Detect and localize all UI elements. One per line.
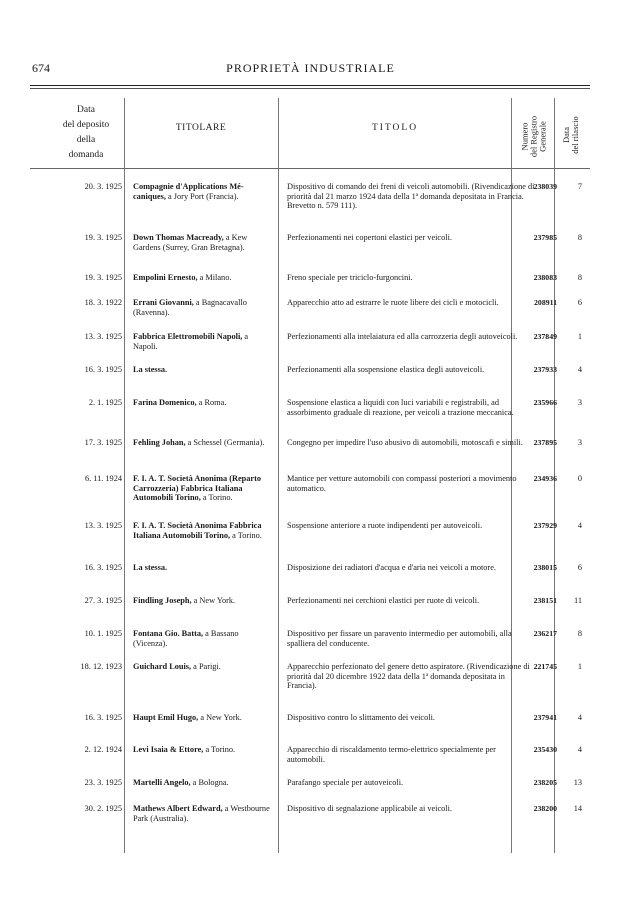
row-date: 23. 3. 1925 [84, 778, 122, 787]
row-register-number: 237941 [533, 713, 557, 722]
row-date: 20. 3. 1925 [84, 182, 122, 191]
row-holder-name: Compagnie d'Applications Mé-caniques, [133, 182, 244, 201]
row-title: Apparecchio perfezionato del genere detto aspiratore. (Rivendicazione di priorità dal 20 dicembre 1922 data della 1ª domanda depositata in Francia). [287, 662, 530, 691]
row-holder [133, 182, 273, 201]
row-release-day: 14 [573, 804, 582, 813]
row-date: 13. 3. 1925 [84, 332, 122, 341]
row-holder-name: Levi Isaia & Ettore, [133, 745, 204, 754]
row-holder-place: a Roma. [196, 398, 227, 407]
row-register-number: 237895 [533, 438, 557, 447]
row-holder-place: a Bagnacavallo (Ravenna). [133, 298, 247, 317]
row-register-number: 238200 [533, 804, 557, 813]
row-holder-place: a Bassano (Vicenza). [133, 629, 239, 648]
row-date: 13. 3. 1925 [84, 521, 122, 530]
row-release-day: 8 [577, 629, 582, 638]
row-title: Apparecchio di riscaldamento termo-elettrico specialmente per automobili. [287, 745, 496, 764]
row-holder-place: a Torino. [203, 745, 236, 754]
row-holder-name: F. I. A. T. Società Anonima (Reparto Carrozzeria) Fabbrica Italiana Automobili Torino, [133, 474, 261, 503]
row-date: 19. 3. 1925 [84, 273, 122, 282]
row-title: Dispositivo di segnalazione applicabile ai veicoli. [287, 804, 452, 813]
header-date-line: della [76, 135, 96, 145]
row-title: Mantice per vetture automobili con compassi posteriori a movimento automatico. [287, 474, 517, 493]
row-holder [133, 365, 273, 375]
row-register-number: 237929 [533, 521, 557, 530]
header-number-line: del Registro [528, 115, 539, 158]
row-release-day: 3 [577, 438, 582, 447]
row-register-number: 235966 [533, 398, 557, 407]
row-holder-place: a New York. [191, 596, 236, 605]
row-holder-place: a Bologna. [190, 778, 229, 787]
row-title: Sospensione anteriore a ruote indipendenti per autoveicoli. [287, 521, 483, 530]
col-divider [278, 98, 279, 853]
row-holder-name: Errani Giovanni, [133, 298, 194, 307]
row-register-number: 238151 [533, 596, 557, 605]
row-title: Perfezionamenti nei copertoni elastici per veicoli. [287, 233, 452, 242]
row-title: Disposizione dei radiatori d'acqua e d'aria nei veicoli a motore. [287, 563, 496, 572]
row-date: 17. 3. 1925 [84, 438, 122, 447]
row-holder-place: a Kew Gardens (Surrey, Gran Bretagna). [133, 233, 248, 252]
row-register-number: 238083 [533, 273, 557, 282]
row-release-day: 8 [577, 273, 582, 282]
row-holder-place: a Milano. [197, 273, 232, 282]
row-title: Freno speciale per triciclo-furgoncini. [287, 273, 413, 282]
row-holder [133, 474, 273, 503]
row-holder-place: a New York. [198, 713, 242, 722]
row-holder [133, 629, 273, 648]
header-release-line: del rilascio [570, 116, 580, 154]
top-rule-thin [30, 88, 590, 89]
row-holder [133, 332, 273, 351]
row-holder-name: Guichard Louis, [133, 662, 192, 671]
row-release-day: 4 [577, 745, 582, 754]
row-holder [133, 662, 273, 672]
row-release-day: 13 [573, 778, 582, 787]
row-register-number: 237985 [533, 233, 557, 242]
row-release-day: 6 [577, 298, 582, 307]
row-date: 2. 1. 1925 [88, 398, 122, 407]
row-title: Apparecchio atto ad estrarre le ruote libere dei cicli e motocicli. [287, 298, 499, 307]
row-date: 16. 3. 1925 [84, 365, 122, 374]
row-title: Congegno per impedire l'uso abusivo di automobili, motoscafi e simili. [287, 438, 523, 447]
row-date: 10. 1. 1925 [84, 629, 122, 638]
header-date [50, 103, 122, 163]
row-title: Perfezionamenti alla sospensione elastica degli autoveicoli. [287, 365, 485, 374]
row-release-day: 1 [577, 332, 582, 341]
header-release [562, 99, 580, 171]
row-release-day: 4 [577, 365, 582, 374]
top-rule [30, 85, 590, 86]
row-holder [133, 398, 273, 408]
row-date: 16. 3. 1925 [84, 563, 122, 572]
row-register-number: 237933 [533, 365, 557, 374]
row-release-day: 0 [577, 474, 582, 483]
row-holder-place: a Torino. [230, 530, 262, 540]
row-title: Dispositivo contro lo slittamento dei veicoli. [287, 713, 435, 722]
row-register-number: 221745 [533, 662, 557, 671]
row-register-number: 237849 [533, 332, 557, 341]
row-date: 27. 3. 1925 [84, 596, 122, 605]
row-holder-name: Martelli Angelo, [133, 778, 191, 787]
row-date: 16. 3. 1925 [84, 713, 122, 722]
row-date: 18. 3. 1922 [84, 298, 122, 307]
header-holder: TITOLARE [175, 123, 227, 133]
header-date-line: del deposito [62, 120, 110, 130]
row-holder-name: La stessa. [133, 365, 168, 374]
page-number: 674 [32, 61, 50, 75]
header-title: TITOLO [371, 123, 419, 133]
row-register-number: 238039 [533, 182, 557, 191]
row-date: 18. 12. 1923 [80, 662, 122, 671]
row-holder [133, 596, 273, 606]
header-number [521, 101, 548, 173]
row-holder-place: a Torino. [200, 493, 233, 503]
row-date: 2. 12. 1924 [84, 745, 122, 754]
row-release-day: 8 [577, 233, 582, 242]
row-holder-place: a Parigi. [191, 662, 221, 671]
row-release-day: 7 [577, 182, 582, 191]
running-title: PROPRIETÀ INDUSTRIALE [226, 61, 395, 75]
row-register-number: 236217 [533, 629, 557, 638]
header-number-line: Numero [519, 122, 530, 151]
row-holder-name: Down Thomas Macready, [133, 233, 224, 242]
row-title: Perfezionamenti nei cerchioni elastici per ruote di veicoli. [287, 596, 480, 605]
row-holder-place: a Napoli. [133, 332, 249, 351]
row-holder [133, 233, 273, 252]
row-holder-place: a Westbourne Park (Australia). [133, 804, 270, 823]
row-title: Perfezionamenti alla intelaiatura ed alla carrozzeria degli autoveicoli. [287, 332, 518, 341]
row-holder [133, 804, 273, 823]
row-release-day: 4 [577, 713, 582, 722]
header-release-line: Data [561, 126, 571, 144]
row-date: 30. 2. 1925 [84, 804, 122, 813]
row-holder-name: Empolini Ernesto, [133, 273, 198, 282]
header-bottom-rule [30, 168, 590, 169]
row-holder [133, 563, 273, 573]
row-register-number: 208911 [534, 298, 557, 307]
row-holder-name: F. I. A. T. Società Anonima Fabbrica Italiana Automobili Torino, [133, 521, 262, 540]
header-date-line: domanda [68, 150, 104, 160]
row-register-number: 234936 [533, 474, 557, 483]
row-holder [133, 521, 273, 540]
row-register-number: 238205 [533, 778, 557, 787]
row-release-day: 1 [577, 662, 582, 671]
row-holder-name: La stessa. [133, 563, 168, 572]
row-date: 19. 3. 1925 [84, 233, 122, 242]
row-holder [133, 745, 273, 755]
row-holder-place: a Schessel (Germania). [185, 438, 265, 447]
row-release-day: 4 [577, 521, 582, 530]
row-holder-name: Haupt Emil Hugo, [133, 713, 199, 722]
row-holder [133, 438, 273, 448]
header-number-line: Generale [537, 121, 548, 152]
col-divider [124, 98, 125, 853]
row-holder-name: Fehling Johan, [133, 438, 186, 447]
row-title: Sospensione elastica a liquidi con luci variabili e registrabili, ad assorbimento graduale di reazione, per veicoli a trazione meccanica. [287, 398, 514, 417]
row-release-day: 3 [577, 398, 582, 407]
row-register-number: 238015 [533, 563, 557, 572]
row-holder-place: a Jory Port (Francia). [165, 191, 239, 201]
row-register-number: 235430 [533, 745, 557, 754]
row-holder [133, 273, 273, 283]
row-title: Dispositivo per fissare un paravento intermedio per automobili, alla spalliera del conducente. [287, 629, 512, 648]
row-holder-name: Fabbrica Elettromobili Napoli, [133, 332, 243, 341]
row-holder-name: Farina Domenico, [133, 398, 197, 407]
row-release-day: 6 [577, 563, 582, 572]
row-title: Parafango speciale per autoveicoli. [287, 778, 404, 787]
row-holder-name: Findling Joseph, [133, 596, 192, 605]
row-holder-name: Fontana Gio. Batta, [133, 629, 204, 638]
row-date: 6. 11. 1924 [84, 474, 122, 483]
row-holder [133, 298, 273, 317]
row-holder-name: Mathews Albert Edward, [133, 804, 223, 813]
header-date-line: Data [77, 105, 95, 115]
row-holder [133, 778, 273, 788]
row-holder [133, 713, 273, 723]
row-title: Dispositivo di comando dei freni di veicoli automobili. (Rivendicazione di priorità dal 21 marzo 1924 data della 1ª domanda depositata in Francia. Brevetto n. 579 111). [287, 182, 535, 211]
row-release-day: 11 [574, 596, 582, 605]
